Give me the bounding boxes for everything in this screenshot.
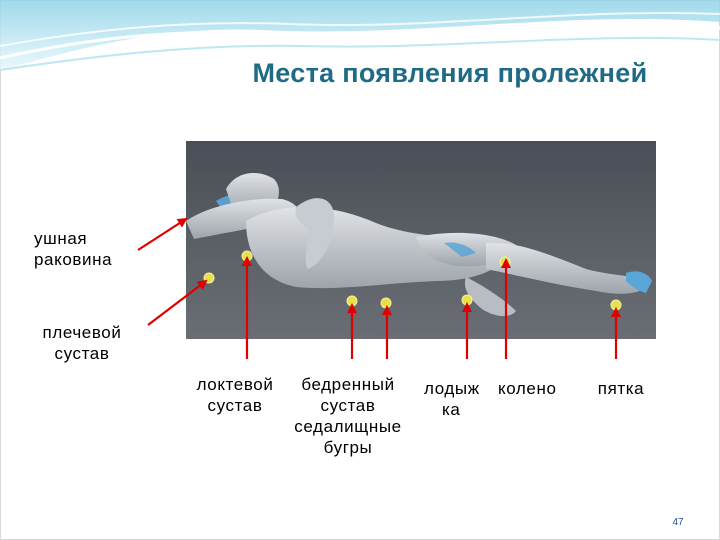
label-ear: ушная раковина [34, 229, 113, 269]
page-number: 47 [672, 517, 684, 528]
label-ankle-line2: ка [442, 400, 461, 419]
label-knee: колено [498, 379, 557, 398]
label-hip: бедренный сустав [301, 375, 395, 415]
arrow-ear [138, 219, 186, 250]
label-heel: пятка [597, 379, 645, 398]
label-sciatic: седалищные бугры [294, 417, 402, 457]
arrow-shoulder [148, 281, 206, 325]
label-ankle-line1: лодыж [424, 379, 480, 398]
slide-title: Места появления пролежней [252, 58, 648, 88]
label-elbow: локтевой сустав [196, 375, 274, 415]
label-shoulder: плечевой сустав [42, 323, 122, 363]
